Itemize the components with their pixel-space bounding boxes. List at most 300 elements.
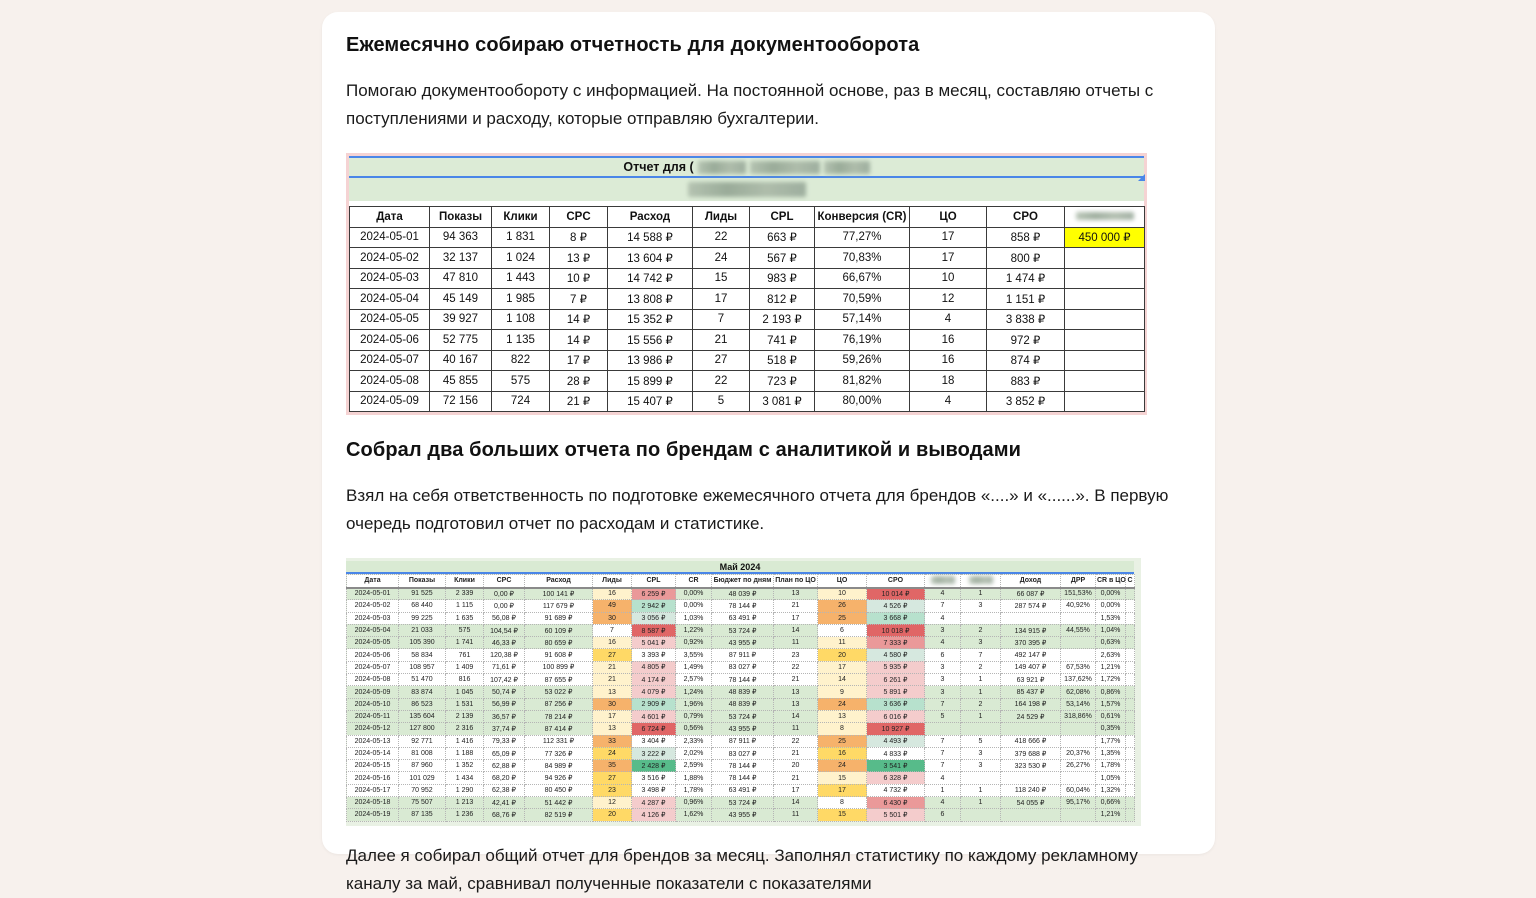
- table-cell: 3 541 ₽: [867, 760, 925, 772]
- table-cell: 135 604: [399, 710, 446, 722]
- table-cell: [1126, 612, 1135, 624]
- table-cell: 17: [818, 661, 867, 673]
- table-cell: 1,04%: [1096, 624, 1126, 636]
- table-cell: 101 029: [399, 772, 446, 784]
- table-row: [347, 612, 1135, 624]
- table-cell: 1: [961, 588, 1001, 600]
- table-cell: 2 316: [446, 723, 484, 735]
- table-cell: 4: [925, 588, 961, 600]
- table-cell: 66 087 ₽: [1001, 588, 1061, 600]
- table-cell: 81,82%: [815, 371, 910, 392]
- table-cell: 0,66%: [1096, 797, 1126, 809]
- column-header: CPC: [550, 207, 608, 228]
- table-row: [350, 371, 1145, 392]
- table-cell: 0,00 ₽: [484, 588, 525, 600]
- table-cell: 6 016 ₽: [867, 710, 925, 722]
- table-cell: 11: [774, 723, 818, 735]
- table-cell: 16: [818, 747, 867, 759]
- table-row: [350, 350, 1145, 371]
- table-cell: 71,61 ₽: [484, 661, 525, 673]
- column-header: CPC: [484, 575, 525, 588]
- table-cell: 43 955 ₽: [712, 637, 774, 649]
- table-cell: 0,00%: [1096, 600, 1126, 612]
- table-cell: 20,37%: [1061, 747, 1096, 759]
- table-cell: 14 742 ₽: [608, 268, 693, 289]
- column-header: Конверсия (CR): [815, 207, 910, 228]
- table-cell: 6 261 ₽: [867, 674, 925, 686]
- section3-paragraph: Далее я собирал общий отчет для брендов за месяц. Заполнял статистику по каждому рекламному каналу за май, сравнивал полученные показатели с показателями: [346, 845, 1138, 893]
- table-cell: 2024-05-11: [347, 710, 399, 722]
- table-cell: 10 ₽: [550, 268, 608, 289]
- table-cell: 78 144 ₽: [712, 760, 774, 772]
- redacted-text: [688, 182, 806, 197]
- table-cell: 1,72%: [1096, 674, 1126, 686]
- table-cell: 6 259 ₽: [632, 588, 676, 600]
- table-cell: 2,59%: [676, 760, 712, 772]
- table-cell: 1 831: [492, 227, 550, 248]
- table-cell: 13: [774, 698, 818, 710]
- report2-image[interactable]: [346, 558, 1141, 826]
- table-cell: 2,33%: [676, 735, 712, 747]
- table-cell: [1065, 309, 1145, 330]
- table-cell: 4 833 ₽: [867, 747, 925, 759]
- column-header: С: [1126, 575, 1135, 588]
- table-row: [347, 661, 1135, 673]
- table-cell: 70,59%: [815, 289, 910, 310]
- table-cell: 972 ₽: [987, 330, 1065, 351]
- table-cell: [1065, 391, 1145, 412]
- table-cell: 1 290: [446, 784, 484, 796]
- table-cell: [1061, 772, 1096, 784]
- table-cell: [961, 809, 1001, 821]
- table-cell: 2024-05-01: [350, 227, 430, 248]
- table-cell: 1,53%: [1096, 612, 1126, 624]
- table-cell: 35: [593, 760, 632, 772]
- table-cell: [1126, 588, 1135, 600]
- table-cell: 108 957: [399, 661, 446, 673]
- table-cell: 318,86%: [1061, 710, 1096, 722]
- table-cell: 78 144 ₽: [712, 674, 774, 686]
- column-header: Бюджет по дням: [712, 575, 774, 588]
- table-cell: 92 771: [399, 735, 446, 747]
- table-cell: 2024-05-19: [347, 809, 399, 821]
- table-cell: 80 450 ₽: [525, 784, 593, 796]
- section2-paragraph: Взял на себя ответственность по подготовке ежемесячного отчета для брендов «....» и «......». В первую очередь подготовил отчет по расходам и статистике.: [346, 486, 1169, 533]
- column-header: CPO: [867, 575, 925, 588]
- table-cell: 6: [925, 649, 961, 661]
- table-cell: 164 198 ₽: [1001, 698, 1061, 710]
- table-cell: 2: [961, 624, 1001, 636]
- table-cell: 3 393 ₽: [632, 649, 676, 661]
- redacted-text: [824, 161, 870, 174]
- table-cell: [1126, 637, 1135, 649]
- table-cell: 4: [910, 391, 987, 412]
- table-row: [347, 710, 1135, 722]
- table-cell: 87 960: [399, 760, 446, 772]
- table-row: [347, 637, 1135, 649]
- table-cell: 4: [925, 637, 961, 649]
- table-cell: 450 000 ₽: [1065, 227, 1145, 248]
- table-cell: 53 022 ₽: [525, 686, 593, 698]
- table-cell: 287 574 ₽: [1001, 600, 1061, 612]
- table-cell: 6: [925, 809, 961, 821]
- table-cell: 2024-05-07: [347, 661, 399, 673]
- table-cell: 5 891 ₽: [867, 686, 925, 698]
- table-cell: 2024-05-05: [350, 309, 430, 330]
- table-cell: 17: [910, 248, 987, 269]
- table-cell: 78 144 ₽: [712, 600, 774, 612]
- table-cell: 15: [693, 268, 750, 289]
- table-cell: 79,33 ₽: [484, 735, 525, 747]
- table-cell: 83 874: [399, 686, 446, 698]
- table-cell: 24 529 ₽: [1001, 710, 1061, 722]
- table-cell: 983 ₽: [750, 268, 815, 289]
- table-cell: 1 531: [446, 698, 484, 710]
- report1-header-row: [350, 207, 1145, 228]
- table-cell: 2024-05-13: [347, 735, 399, 747]
- table-cell: 80 659 ₽: [525, 637, 593, 649]
- table-row: [347, 686, 1135, 698]
- table-row: [350, 330, 1145, 351]
- column-header: Дата: [347, 575, 399, 588]
- table-cell: 3 852 ₽: [987, 391, 1065, 412]
- table-cell: 4 174 ₽: [632, 674, 676, 686]
- report1-image[interactable]: [346, 153, 1147, 415]
- table-cell: 1 236: [446, 809, 484, 821]
- column-header: Дата: [350, 207, 430, 228]
- table-cell: 0,00%: [676, 600, 712, 612]
- redacted-text: [750, 161, 820, 174]
- column-header: Лиды: [693, 207, 750, 228]
- table-cell: 20: [818, 649, 867, 661]
- table-cell: 761: [446, 649, 484, 661]
- table-cell: 68,20 ₽: [484, 772, 525, 784]
- table-cell: 2 942 ₽: [632, 600, 676, 612]
- table-cell: 56,99 ₽: [484, 698, 525, 710]
- table-cell: 2024-05-16: [347, 772, 399, 784]
- table-cell: 53 724 ₽: [712, 624, 774, 636]
- table-row: [347, 624, 1135, 636]
- table-cell: 26: [818, 600, 867, 612]
- table-cell: 7: [925, 747, 961, 759]
- table-cell: 87 256 ₽: [525, 698, 593, 710]
- table-cell: 663 ₽: [750, 227, 815, 248]
- table-cell: 28 ₽: [550, 371, 608, 392]
- table-cell: 816: [446, 674, 484, 686]
- table-cell: 2 339: [446, 588, 484, 600]
- table-cell: 0,96%: [676, 797, 712, 809]
- table-cell: 70,83%: [815, 248, 910, 269]
- table-cell: 15: [818, 809, 867, 821]
- table-cell: 2024-05-18: [347, 797, 399, 809]
- table-cell: 21: [593, 661, 632, 673]
- table-cell: 12: [910, 289, 987, 310]
- report1-title-row: [349, 156, 1144, 178]
- report1-table: [349, 206, 1145, 412]
- table-cell: 91 608 ₽: [525, 649, 593, 661]
- table-cell: 518 ₽: [750, 350, 815, 371]
- table-cell: 84 989 ₽: [525, 760, 593, 772]
- table-cell: 42,41 ₽: [484, 797, 525, 809]
- column-header: ЦО: [910, 207, 987, 228]
- table-cell: 3 056 ₽: [632, 612, 676, 624]
- table-cell: 1 985: [492, 289, 550, 310]
- table-cell: 1 151 ₽: [987, 289, 1065, 310]
- table-cell: 323 530 ₽: [1001, 760, 1061, 772]
- table-row: [347, 588, 1135, 600]
- table-cell: 51 442 ₽: [525, 797, 593, 809]
- table-cell: 48 039 ₽: [712, 588, 774, 600]
- table-cell: 1 474 ₽: [987, 268, 1065, 289]
- table-cell: 3 404 ₽: [632, 735, 676, 747]
- table-cell: 60 109 ₽: [525, 624, 593, 636]
- table-cell: 1,77%: [1096, 735, 1126, 747]
- table-cell: 2024-05-15: [347, 760, 399, 772]
- table-cell: 575: [492, 371, 550, 392]
- table-cell: 3 498 ₽: [632, 784, 676, 796]
- table-cell: 60,04%: [1061, 784, 1096, 796]
- table-cell: 4 526 ₽: [867, 600, 925, 612]
- table-cell: 2024-05-05: [347, 637, 399, 649]
- table-cell: [1126, 674, 1135, 686]
- table-cell: 17: [818, 784, 867, 796]
- table-cell: 2024-05-07: [350, 350, 430, 371]
- table-cell: 94 363: [430, 227, 492, 248]
- table-cell: 2024-05-12: [347, 723, 399, 735]
- table-cell: 14: [774, 624, 818, 636]
- table-cell: 741 ₽: [750, 330, 815, 351]
- table-cell: 5 501 ₽: [867, 809, 925, 821]
- table-cell: 53,14%: [1061, 698, 1096, 710]
- table-cell: 14 588 ₽: [608, 227, 693, 248]
- table-cell: 48 839 ₽: [712, 686, 774, 698]
- table-cell: 58 834: [399, 649, 446, 661]
- table-row: [347, 674, 1135, 686]
- table-cell: 7 333 ₽: [867, 637, 925, 649]
- table-cell: 10 014 ₽: [867, 588, 925, 600]
- table-cell: 95,17%: [1061, 797, 1096, 809]
- table-cell: [1126, 698, 1135, 710]
- table-row: [350, 391, 1145, 412]
- table-cell: 80,00%: [815, 391, 910, 412]
- table-cell: 14 ₽: [550, 309, 608, 330]
- table-cell: 6 328 ₽: [867, 772, 925, 784]
- table-cell: 118 240 ₽: [1001, 784, 1061, 796]
- table-cell: 1,35%: [1096, 747, 1126, 759]
- table-cell: 2024-05-09: [347, 686, 399, 698]
- table-cell: 9: [818, 686, 867, 698]
- table-cell: 45 855: [430, 371, 492, 392]
- redacted-text: [969, 576, 993, 584]
- table-cell: 26,27%: [1061, 760, 1096, 772]
- table-cell: 2,63%: [1096, 649, 1126, 661]
- table-cell: 812 ₽: [750, 289, 815, 310]
- table-cell: 3 668 ₽: [867, 612, 925, 624]
- table-cell: 14: [774, 710, 818, 722]
- table-cell: 120,38 ₽: [484, 649, 525, 661]
- table-cell: [961, 612, 1001, 624]
- table-cell: 49: [593, 600, 632, 612]
- table-cell: 14: [818, 674, 867, 686]
- table-cell: 1: [961, 686, 1001, 698]
- table-cell: 2 428 ₽: [632, 760, 676, 772]
- table-cell: 2024-05-03: [347, 612, 399, 624]
- table-cell: 85 437 ₽: [1001, 686, 1061, 698]
- table-cell: [1126, 809, 1135, 821]
- table-cell: 724: [492, 391, 550, 412]
- report2-month-banner: Май 2024: [346, 561, 1134, 574]
- table-cell: [1001, 723, 1061, 735]
- table-cell: [1065, 268, 1145, 289]
- table-cell: 21: [693, 330, 750, 351]
- report1-body: [350, 227, 1145, 412]
- table-cell: 77 326 ₽: [525, 747, 593, 759]
- table-cell: 22: [774, 661, 818, 673]
- report1-title-text: Отчет для (: [623, 160, 694, 174]
- table-cell: [961, 772, 1001, 784]
- table-cell: 1,49%: [676, 661, 712, 673]
- table-cell: 2024-05-01: [347, 588, 399, 600]
- table-cell: 7: [925, 735, 961, 747]
- column-header: Показы: [399, 575, 446, 588]
- table-cell: 8: [818, 723, 867, 735]
- table-cell: 2 193 ₽: [750, 309, 815, 330]
- table-cell: 1,24%: [676, 686, 712, 698]
- table-cell: [1126, 710, 1135, 722]
- table-cell: 15 899 ₽: [608, 371, 693, 392]
- table-cell: 62,88 ₽: [484, 760, 525, 772]
- table-cell: 51 470: [399, 674, 446, 686]
- table-cell: 1,03%: [676, 612, 712, 624]
- table-row: [347, 797, 1135, 809]
- table-cell: [1061, 612, 1096, 624]
- table-cell: 76,19%: [815, 330, 910, 351]
- table-cell: 1 434: [446, 772, 484, 784]
- table-cell: [1126, 661, 1135, 673]
- table-cell: 22: [693, 227, 750, 248]
- table-cell: 11: [774, 809, 818, 821]
- table-cell: 6 724 ₽: [632, 723, 676, 735]
- table-cell: 24: [593, 747, 632, 759]
- table-cell: 13: [818, 710, 867, 722]
- table-cell: 5: [925, 710, 961, 722]
- table-cell: 44,55%: [1061, 624, 1096, 636]
- table-cell: 1 443: [492, 268, 550, 289]
- table-cell: 77,27%: [815, 227, 910, 248]
- table-cell: 82 519 ₽: [525, 809, 593, 821]
- table-cell: 66,67%: [815, 268, 910, 289]
- table-cell: 5: [961, 735, 1001, 747]
- column-header: Доход: [1001, 575, 1061, 588]
- table-cell: 43 955 ₽: [712, 723, 774, 735]
- table-cell: 7: [925, 760, 961, 772]
- table-cell: [1001, 612, 1061, 624]
- table-cell: 99 225: [399, 612, 446, 624]
- table-cell: 13: [774, 686, 818, 698]
- table-cell: 1,62%: [676, 809, 712, 821]
- table-cell: 1 352: [446, 760, 484, 772]
- table-cell: 1 024: [492, 248, 550, 269]
- table-row: [350, 289, 1145, 310]
- table-cell: [1126, 600, 1135, 612]
- table-cell: 4 601 ₽: [632, 710, 676, 722]
- section2-heading: Собрал два больших отчета по брендам с аналитикой и выводами: [346, 439, 1022, 461]
- table-cell: 37,74 ₽: [484, 723, 525, 735]
- table-cell: 21: [774, 747, 818, 759]
- column-header: Клики: [492, 207, 550, 228]
- table-cell: [1061, 723, 1096, 735]
- column-header: CR: [676, 575, 712, 588]
- table-cell: 1,32%: [1096, 784, 1126, 796]
- table-cell: 13: [774, 588, 818, 600]
- table-cell: 13 ₽: [550, 248, 608, 269]
- table-cell: 48 839 ₽: [712, 698, 774, 710]
- table-cell: [1001, 809, 1061, 821]
- table-cell: 4: [925, 612, 961, 624]
- column-header: План по ЦО: [774, 575, 818, 588]
- table-cell: 62,38 ₽: [484, 784, 525, 796]
- table-row: [347, 698, 1135, 710]
- table-cell: 13: [593, 723, 632, 735]
- table-cell: [925, 723, 961, 735]
- table-cell: 1: [925, 784, 961, 796]
- table-cell: 15: [818, 772, 867, 784]
- table-cell: 1 635: [446, 612, 484, 624]
- table-cell: 11: [774, 637, 818, 649]
- table-cell: 151,53%: [1061, 588, 1096, 600]
- table-cell: 100 899 ₽: [525, 661, 593, 673]
- table-cell: 6 430 ₽: [867, 797, 925, 809]
- table-cell: 22: [774, 735, 818, 747]
- table-cell: 418 666 ₽: [1001, 735, 1061, 747]
- table-cell: 3: [925, 661, 961, 673]
- table-cell: 1,96%: [676, 698, 712, 710]
- table-cell: 87 911 ₽: [712, 649, 774, 661]
- table-cell: 17: [774, 784, 818, 796]
- table-cell: 23: [593, 784, 632, 796]
- table-cell: 100 141 ₽: [525, 588, 593, 600]
- section1-heading: Ежемесячно собираю отчетность для документооборота: [346, 34, 920, 56]
- table-cell: 4 732 ₽: [867, 784, 925, 796]
- table-cell: 15 407 ₽: [608, 391, 693, 412]
- table-cell: 3: [925, 686, 961, 698]
- column-header: CPL: [632, 575, 676, 588]
- table-cell: 0,00%: [676, 588, 712, 600]
- table-cell: 3: [961, 600, 1001, 612]
- table-row: [347, 600, 1135, 612]
- table-cell: 45 149: [430, 289, 492, 310]
- table-cell: 3 516 ₽: [632, 772, 676, 784]
- table-cell: 3: [961, 760, 1001, 772]
- table-cell: 1 135: [492, 330, 550, 351]
- table-cell: [1126, 747, 1135, 759]
- table-cell: 3: [925, 674, 961, 686]
- report1-subtitle-row: [349, 178, 1144, 201]
- table-cell: 63 491 ₽: [712, 612, 774, 624]
- table-cell: 24: [818, 698, 867, 710]
- table-cell: 13 604 ₽: [608, 248, 693, 269]
- table-cell: 65,09 ₽: [484, 747, 525, 759]
- table-cell: 75 507: [399, 797, 446, 809]
- table-cell: 883 ₽: [987, 371, 1065, 392]
- table-cell: 7: [693, 309, 750, 330]
- table-cell: 22: [693, 371, 750, 392]
- table-row: [350, 309, 1145, 330]
- table-cell: 52 775: [430, 330, 492, 351]
- table-cell: 16: [593, 588, 632, 600]
- table-cell: 78 144 ₽: [712, 772, 774, 784]
- table-cell: 2024-05-08: [350, 371, 430, 392]
